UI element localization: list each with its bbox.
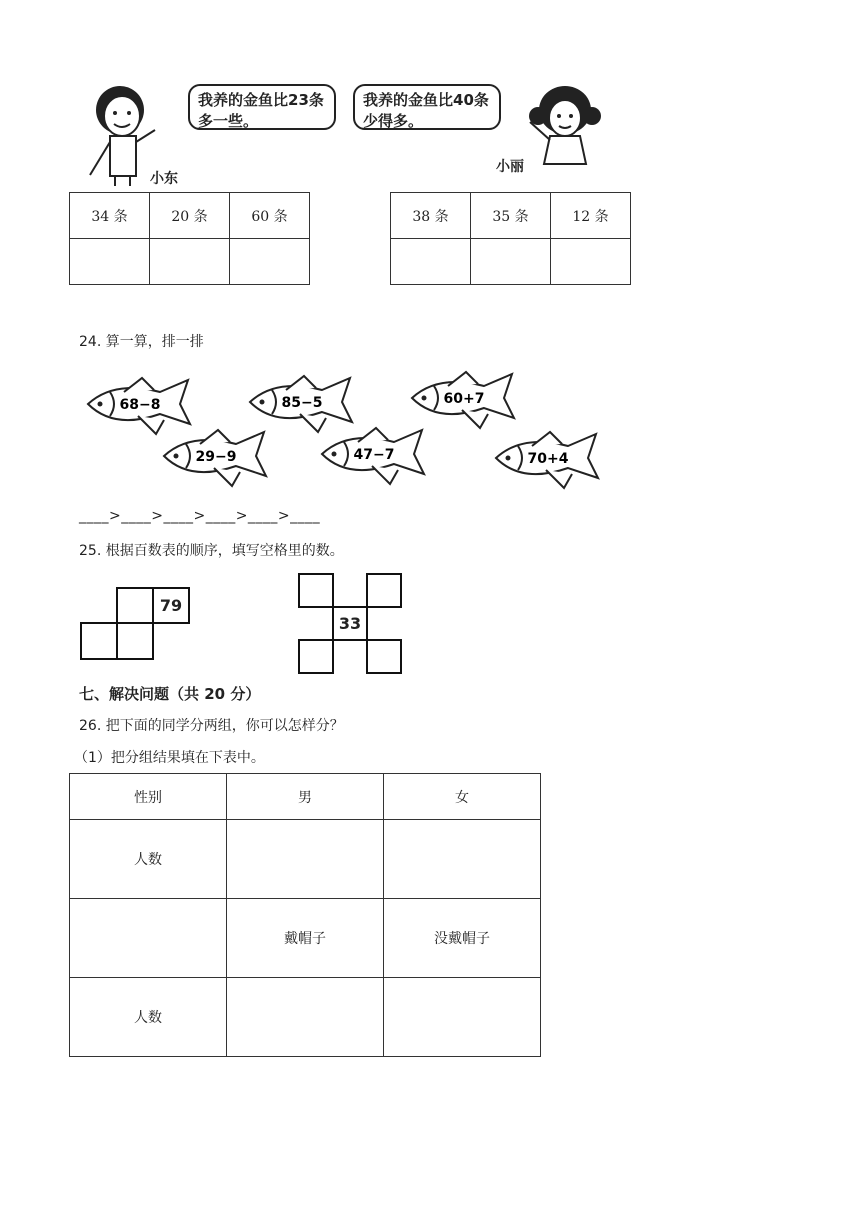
boy-speech-bubble: 我养的金鱼比23条多一些。 [188, 84, 336, 130]
grid-cell[interactable] [298, 639, 334, 674]
row-label: 人数 [70, 978, 227, 1057]
answer-cell[interactable] [391, 239, 471, 285]
fish-label: 70+4 [527, 451, 569, 467]
header-cell: 性别 [70, 774, 227, 820]
fish-47-7 [318, 424, 436, 488]
category-cell: 没戴帽子 [384, 899, 541, 978]
fish-label: 68−8 [119, 397, 161, 413]
option-cell: 12 条 [551, 193, 631, 239]
grid-cell-79: 79 [152, 587, 190, 624]
grid-cell[interactable] [366, 573, 402, 608]
answer-cell[interactable] [471, 239, 551, 285]
answer-cell[interactable] [70, 239, 150, 285]
fish-60+7 [408, 368, 526, 432]
question-26: 26. 把下面的同学分两组，你可以怎样分？ [79, 718, 344, 734]
fish-label: 29−9 [195, 449, 237, 465]
grid-cell[interactable] [298, 573, 334, 608]
answer-cell[interactable] [150, 239, 230, 285]
header-cell: 女 [384, 774, 541, 820]
grid-cell[interactable] [80, 622, 118, 660]
grid-cell[interactable] [116, 622, 154, 660]
fish-29-9 [160, 426, 278, 490]
option-cell: 34 条 [70, 193, 150, 239]
answer-cell[interactable] [384, 820, 541, 899]
grouping-table [69, 773, 541, 1057]
boy-name: 小东 [150, 171, 178, 187]
fish-label: 47−7 [353, 447, 395, 463]
answer-cell[interactable] [551, 239, 631, 285]
grid-cell[interactable] [366, 639, 402, 674]
girl-name: 小丽 [496, 159, 524, 175]
option-cell: 20 条 [150, 193, 230, 239]
row-label: 人数 [70, 820, 227, 899]
section-title: 七、解决问题（共 20 分） [79, 685, 261, 703]
answer-cell[interactable] [384, 978, 541, 1057]
row-label[interactable] [70, 899, 227, 978]
fish-label: 85−5 [281, 395, 323, 411]
grid-cell[interactable] [116, 587, 154, 624]
question-26-part-1: （1）把分组结果填在下表中。 [74, 750, 265, 766]
answer-cell[interactable] [227, 820, 384, 899]
fish-70+4 [492, 428, 610, 492]
option-cell: 35 条 [471, 193, 551, 239]
option-cell: 38 条 [391, 193, 471, 239]
fish-label: 60+7 [443, 391, 485, 407]
girl-illustration [520, 80, 610, 170]
option-cell: 60 条 [230, 193, 310, 239]
fish-count-table-left [69, 192, 310, 285]
ordering-answer-line[interactable]: ____>____>____>____>____>____ [79, 508, 321, 524]
grid-cell-33: 33 [332, 606, 368, 641]
answer-cell[interactable] [227, 978, 384, 1057]
answer-cell[interactable] [230, 239, 310, 285]
girl-speech-bubble: 我养的金鱼比40条少得多。 [353, 84, 501, 130]
category-cell: 戴帽子 [227, 899, 384, 978]
question-25: 25. 根据百数表的顺序，填写空格里的数。 [79, 543, 344, 559]
question-24: 24. 算一算，排一排 [79, 334, 204, 350]
fish-count-table-right [390, 192, 631, 285]
header-cell: 男 [227, 774, 384, 820]
